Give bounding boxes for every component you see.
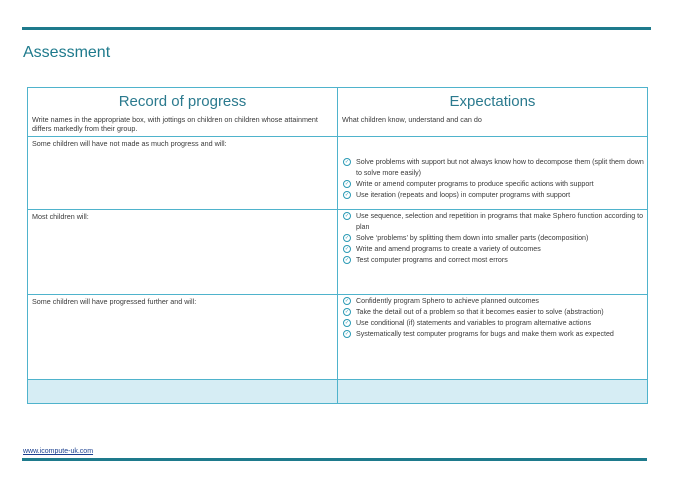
expectations-subtitle: What children know, understand and can do <box>342 115 482 124</box>
expectations-header <box>338 88 647 136</box>
record-of-progress-title: Record of progress <box>118 93 247 110</box>
circled-check-icon: ✓ <box>344 234 350 241</box>
circled-check-icon: ✓ <box>344 330 350 337</box>
circled-check-icon: ✓ <box>344 158 350 165</box>
expectation-item: ✓ Write or amend computer programs to produce specific actions with support <box>344 180 594 188</box>
table-row-progressed-further <box>28 294 647 379</box>
expectation-item: ✓ Take the detail out of a problem so that it becomes easier to solve (abstraction) <box>344 308 604 316</box>
circled-check-icon: ✓ <box>344 319 350 326</box>
circled-check-icon: ✓ <box>344 308 350 315</box>
expectation-item: ✓ Write and amend programs to create a variety of outcomes <box>344 245 541 253</box>
expectation-item: ✓ Systematically test computer programs for bugs and make them work as expected <box>344 330 614 338</box>
expectations-cell-most-children <box>338 210 647 294</box>
expectation-item: ✓ Use sequence, selection and repetition in programs that make Sphero function according to plan <box>344 212 644 231</box>
record-of-progress-header <box>28 88 338 136</box>
table-footer-row <box>28 379 647 403</box>
table-header-row <box>28 88 647 136</box>
row-label: Some children will have progressed further and will: <box>32 297 197 306</box>
circled-check-icon: ✓ <box>344 256 350 263</box>
footer-cell-right <box>338 380 647 403</box>
table-row-most-children <box>28 209 647 294</box>
expectation-item: ✓ Use iteration (repeats and loops) in computer programs with support <box>344 191 571 199</box>
header-rule <box>22 27 651 30</box>
footer-rule <box>22 458 647 461</box>
record-cell-progressed-further[interactable] <box>28 295 338 379</box>
expectations-cell-less-progress <box>338 137 647 209</box>
assessment-table <box>27 87 648 404</box>
expectation-item: ✓ Solve problems with support but not always know how to decompose them (split them down to solve more easily) <box>344 158 644 177</box>
expectation-item: ✓ Use conditional (if) statements and variables to program alternative actions <box>344 319 591 327</box>
expectation-item: ✓ Test computer programs and correct most errors <box>344 256 508 264</box>
expectation-item: ✓ Solve ‘problems’ by splitting them down into smaller parts (decomposition) <box>344 234 589 242</box>
record-cell-most-children[interactable] <box>28 210 338 294</box>
expectations-cell-progressed-further <box>338 295 647 379</box>
table-row-less-progress <box>28 136 647 209</box>
page-title: Assessment <box>23 44 111 61</box>
circled-check-icon: ✓ <box>344 180 350 187</box>
expectations-list <box>338 157 647 201</box>
expectations-list <box>338 211 647 266</box>
record-of-progress-instructions: Write names in the appropriate box, with jottings on children on children whose attainment differs markedly from their group. <box>32 115 318 133</box>
circled-check-icon: ✓ <box>344 212 350 219</box>
expectation-item: ✓ Confidently program Sphero to achieve planned outcomes <box>344 297 539 305</box>
row-label: Most children will: <box>32 212 89 221</box>
expectations-title: Expectations <box>449 93 536 110</box>
record-cell-less-progress[interactable] <box>28 137 338 209</box>
circled-check-icon: ✓ <box>344 297 350 304</box>
circled-check-icon: ✓ <box>344 191 350 198</box>
expectations-list <box>338 296 647 340</box>
row-label: Some children will have not made as much progress and will: <box>32 139 227 148</box>
circled-check-icon: ✓ <box>344 245 350 252</box>
footer-cell-left <box>28 380 338 403</box>
footer-website-link[interactable]: www.icompute-uk.com <box>23 448 94 455</box>
